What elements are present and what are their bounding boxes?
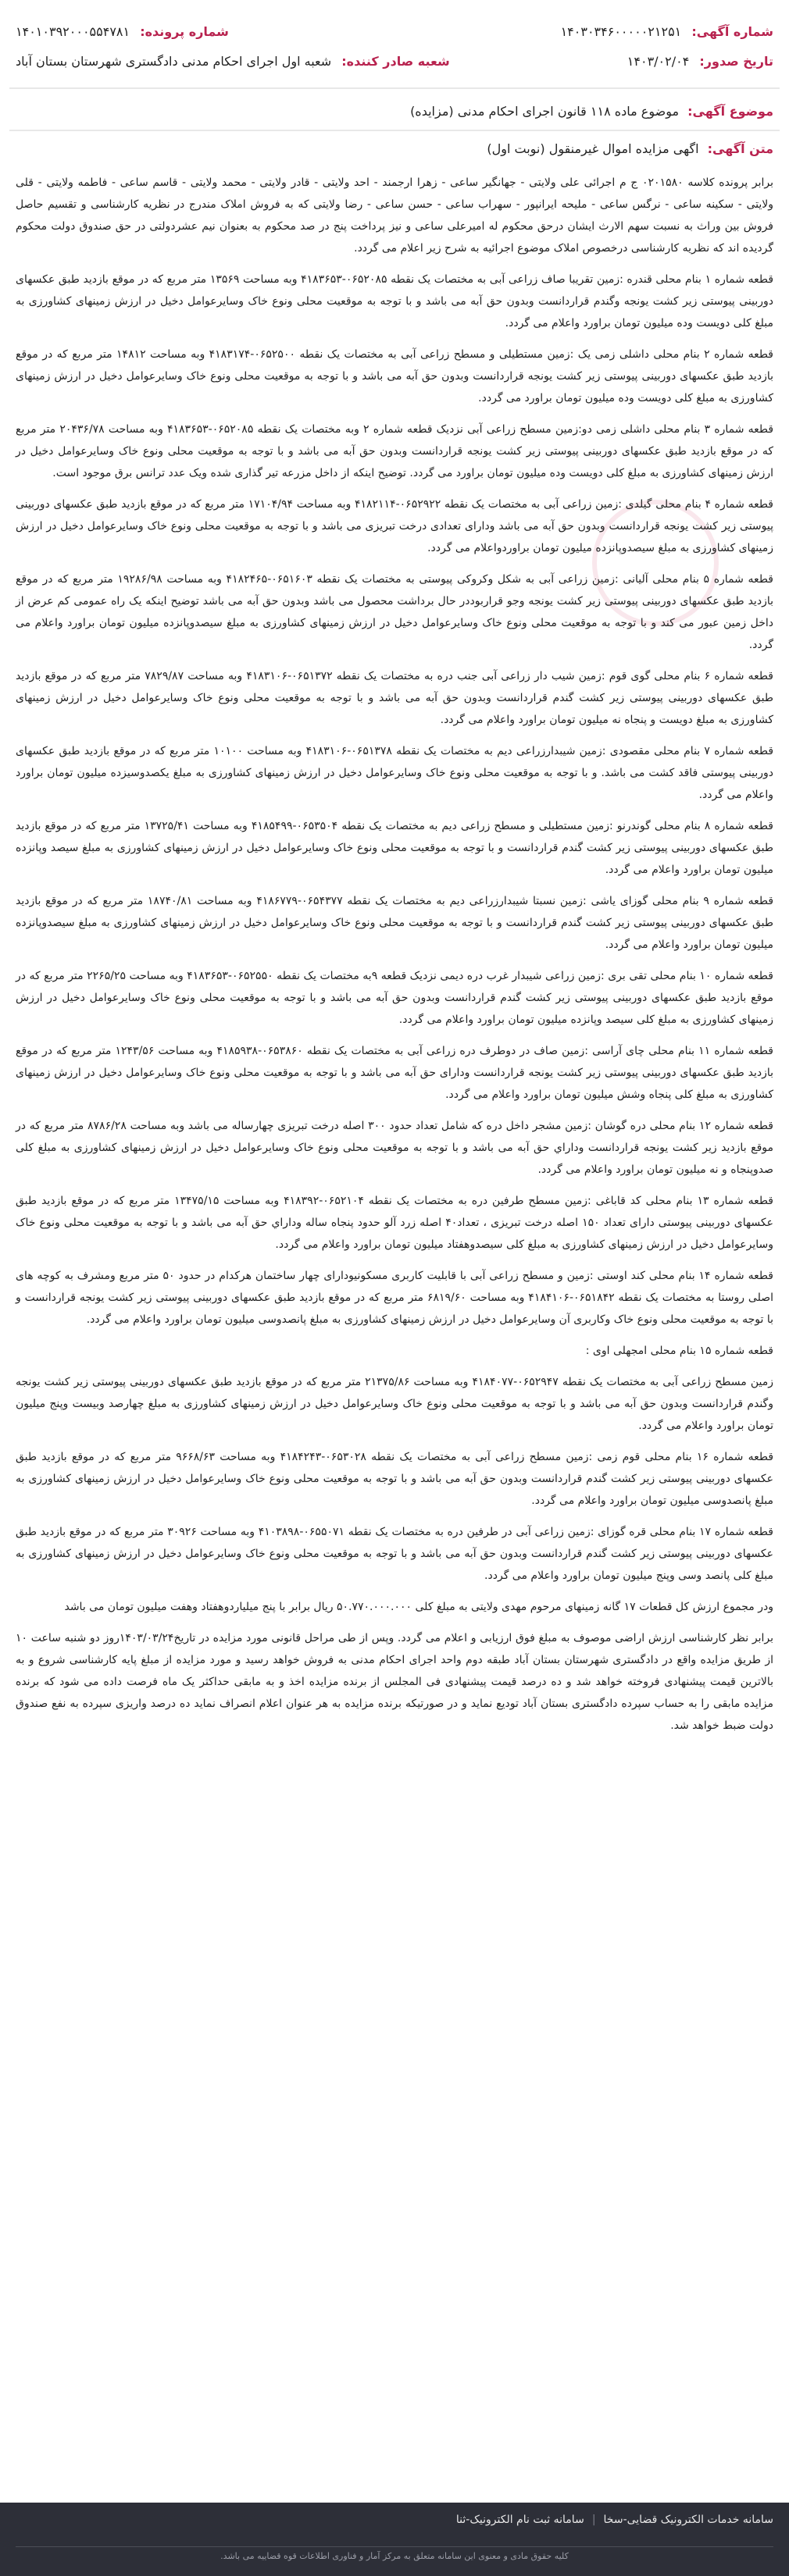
issuing-branch [16,47,450,77]
parcel-15-details: زمین مسطح زراعی آبی به مختصات یک نقطه ۰۶۵۲۹۴۷-۴۱۸۴۰۷۷ وبه مساحت ۲۱۳۷۵/۸۶ متر مربع که در موقع بازدید طبق عکسهای دوربینی پیوستی زیر کشت یونجه وگندم قراردانست وبدون حق آبه می باشد و با توجه به موقعیت محلی ونوع خاک وسایرعوامل دخیل در ارزش زمینهای کشاورزی به مبلغ چهارصد وبیست وپنج میلیون تومان براورد واعلام می گردد. [16,1376,773,1432]
header-row-1 [16,17,773,47]
auction-terms-paragraph: برابر نظر کارشناسی ارزش اراضی موصوف به مبلغ فوق ارزیابی و اعلام می گردد. وپس از طی مراحل قانونی مورد مزایده در تاریخ۱۴۰۳/۰۳/۲۴روز دو شنبه ساعت ۱۰ از طریق مزایده واقع در دادگستری شهرستان بستان آباد طبقه دوم واحد اجرای احکام مدنی به فروش خواهد رسید و مورد مزایده از مبلغ پایه کارشناسی شروع و به بالاترین قیمت پیشنهادی فروخته خواهد شد و ده درصد قیمت پیشنهادی فی المجلس از برنده مزایده اخذ و به مابقی حداکثر یک ماه فرصت داده می شود که برنده مزایده مابقی را به حساب سپرده دادگستری بستان آباد تودیع نماید و در صورتیکه برنده مزایده به هر عنوان اعلام انصراف نماید ده درصد واریزی سپرده به نفع صندوق دولت ضبط خواهد شد. [16,1632,773,1732]
parcel-3: قطعه شماره ۳ بنام محلی داشلی زمی دو:زمین مسطح زراعی آبی نزدیک قطعه شماره ۲ وبه مختصات یک نقطه ۰۶۵۲۰۸۵-۴۱۸۳۶۵۳ وبه مساحت ۲۰۴۳۶/۷۸ متر مربع که در موقع بازدید طبق عکسهای دوربینی پیوستی زیر کشت یونجه قراردانست وبدون حق آبه می باشد و با توجه به موقعیت محلی ونوع خاک وسایرعوامل دخیل در ارزش زمینهای کشاورزی به مبلغ کلی دویست وده میلیون تومان براورد می گردد. توضیح اینکه از داخل مزرعه تیر گذاری شده ویک عدد ترانس برق موجود است. [16,423,774,479]
issue-date [627,47,773,77]
parcel-8: قطعه شماره ۸ بنام محلی گوندرنو :زمین مستطیلی و مسطح زراعی دیم به مختصات یک نقطه ۰۶۵۳۵۰۴-۴۱۸۵۴۹۹ وبه مساحت ۱۳۷۲۵/۴۱ متر مربع که در موقع بازدید طبق عکسهای دوربینی پیوستی زیر کشت گندم قراردانست و با توجه به موقعیت محلی ونوع خاک وسایرعوامل دخیل در ارزش زمینهای کشاورزی به مبلغ سیصد وپانزده میلیون تومان براورد واعلام می گردد. [16,820,773,876]
footer-divider [16,2546,773,2547]
parcel-6: قطعه شماره ۶ بنام محلی گوی قوم :زمین شیب دار زراعی آبی جنب دره به مختصات یک نقطه ۰۶۵۱۳۷۲-۴۱۸۳۱۰۶ وبه مساحت ۷۸۲۹/۸۷ متر مربع که در موقع بازدید طبق عکسهای دوربینی پیوستی زیر کشت گندم قراردانست وبدون حق آبه می باشد و با توجه به موقعیت محلی ونوع خاک وسایرعوامل دخیل در ارزش زمینهای کشاورزی به مبلغ دویست و پنجاه نه میلیون تومان براورد واعلام می گردد. [16,670,773,726]
ad-number-label: شماره آگهی: [691,24,773,39]
ad-number-value: ۱۴۰۳۰۳۴۶۰۰۰۰۰۲۱۲۵۱ [560,24,682,39]
ad-header [16,17,773,80]
parcel-2: قطعه شماره ۲ بنام محلی داشلی زمی یک :زمین مستطیلی و مسطح زراعی آبی به مختصات یک نقطه ۰۶۵۲۵۰۰-۴۱۸۳۱۷۴ وبه مساحت ۱۴۸۱۲ متر مربع که در موقع بازدید طبق عکسهای دوربینی پیوستی زیر کشت یونجه قراردانست وبدون حق آبه می باشد و با توجه به موقعیت محلی ونوع خاک وسایرعوامل دخیل در ارزش زمینهای کشاورزی به مبلغ کلی دویست وده میلیون تومان براورد می گردد. [16,348,774,404]
parcel-5: قطعه شماره ۵ بنام محلی آلیانی :زمین زراعی آبی به شکل وکروکی پیوستی به مختصات یک نقطه ۰۶۵۱۶۰۳-۴۱۸۲۴۶۵ وبه مساحت ۱۹۲۸۶/۹۸ متر مربع که در موقع بازدید طبق عکسهای دوربینی پیوستی زیر کشت یونجه وجو قراربوددر حال برداشت محصول می باشد وبدون حق آبه می باشد توضیح اینکه یک راه عمومی کم عرض از داخل زمین عبور می کند و با توجه به موقعیت محلی ونوع خاک وسایرعوامل دخیل در ارزش زمینهای کشاورزی به مبلغ سیصدوپانزده میلیون تومان براورد واعلام می گردد. [16,573,773,651]
subject-text: موضوع ماده ۱۱۸ قانون اجرای احکام مدنی (مزایده) [410,104,680,119]
ad-title [16,134,773,164]
parcel-16: قطعه شماره ۱۶ بنام محلی قوم زمی :زمین مسطح زراعی آبی به مختصات یک نقطه ۰۶۵۳۰۲۸-۴۱۸۴۲۴۳ وبه مساحت ۹۶۶۸/۶۳ متر مربع که در موقع بازدید طبق عکسهای دوربینی پیوستی زیر کشت گندم قراردانست وبدون حق آبه می باشد و با توجه به موقعیت محلی ونوع خاک وسایرعوامل دخیل در ارزش زمینهای کشاورزی به مبلغ پانصدوسی میلیون تومان براورد واعلام می گردد. [16,1451,774,1507]
parcel-4: قطعه شماره ۴ بنام محلی گیلدی :زمین زراعی آبی به مختصات یک نقطه ۰۶۵۲۹۲۲-۴۱۸۲۱۱۴ وبه مساحت ۱۷۱۰۴/۹۴ متر مربع که در موقع بازدید طبق عکسهای دوربینی پیوستی زیر کشت یونجه قراردانست وبدون حق آبه می باشد ودارای تعدادی درخت تبریزی می باشد و با توجه به موقعیت محلی ونوع خاک وسایرعوامل دخیل در ارزش زمینهای کشاورزی به مبلغ سیصدوپانزده میلیون تومان براوردواعلام می گردد. [16,498,773,554]
ad-body [16,172,773,1746]
parcel-14: قطعه شماره ۱۴ بنام محلی کند اوستی :زمین و مسطح زراعی آبی با قابلیت کاربری مسکونیودارای چهار ساختمان هرکدام در حدود ۵۰ متر مربع ومشرف به کوچه های اصلی روستا به مختصات یک نقطه ۰۶۵۱۸۴۲-۴۱۸۴۱۰۶ وبه مساحت ۶۸۱۹/۶۰ متر مربع که در موقع بازدید طبق عکسهای دوربینی پیوستی زیر کشت یونجه قراردانست و با توجه به موقعیت محلی ونوع خاک وکاربری آن وسایرعوامل دخیل در ارزش زمینهای کشاورزی به مبلغ پانصدوسی میلیون تومان براورد واعلام می گردد. [16,1270,774,1326]
footer-copyright: کلیه حقوق مادی و معنوی این سامانه متعلق به مرکز آمار و فناوری اطلاعات قوه قضاییه می باشد. [220,2551,569,2561]
ad-subject [16,97,773,126]
parcel-15-heading: قطعه شماره ۱۵ بنام محلی امجهلی اوی : [585,1345,773,1357]
ad-title-text: اگهی مزایده اموال غیرمنقول (نوبت اول) [487,141,699,156]
footer-link-sakha[interactable]: سامانه خدمات الکترونیک قضایی-سخا [603,2514,773,2526]
issue-date-label: تاریخ صدور: [699,54,773,69]
case-number-label: شماره پرونده: [140,24,229,39]
parcel-12: قطعه شماره ۱۲ بنام محلی دره گوشان :زمین مشجر داخل دره که شامل تعداد حدود ۳۰۰ اصله درخت تبریزی چهارساله می باشد وبه مساحت ۸۷۸۶/۲۸ متر مربع که در موقع بازدید زیر کشت یونجه قراردانست وداراي حق آبه می باشد و با توجه به موقعیت محلی ونوع خاک وسایرعوامل دخیل در ارزش زمینهای کشاورزی به مبلغ کلی صدوپنجاه و نه میلیون تومان براورد واعلام می گردد. [16,1120,774,1176]
parcel-10: قطعه شماره ۱۰ بنام محلی تقی بری :زمین زراعی شیبدار غرب دره دیمی نزدیک قطعه ۹به مختصات یک نقطه ۰۶۵۲۵۵۰-۴۱۸۳۶۵۳ وبه مساحت ۲۲۶۵/۲۵ متر مربع که در موقع بازدید طبق عکسهای دوربینی پیوستی زیر کشت گندم قراردانست وبدون حق آبه می باشد و با توجه به موقعیت محلی ونوع خاک وسایرعوامل دخیل در ارزش زمینهای کشاورزی به مبلغ کلی سیصد وپانزده میلیون تومان براورد واعلام می گردد. [16,970,773,1026]
branch-label: شعبه صادر کننده: [341,54,450,69]
parcel-11: قطعه شماره ۱۱ بنام محلی چای آراسی :زمین صاف در دوطرف دره زراعی آبی به مختصات یک نقطه ۰۶۵۳۸۶۰-۴۱۸۵۹۳۸ وبه مساحت ۱۲۴۳/۵۶ متر مربع که در موقع بازدید طبق عکسهای دوربینی پیوستی زیر کشت یونجه قراردانست ودارای حق آبه می باشد و با توجه به موقعیت محلی ونوع خاک وسایرعوامل دخیل در ارزش زمینهای کشاورزی به مبلغ کلی پنجاه وشش میلیون تومان براورد واعلام می گردد. [16,1045,773,1101]
case-number-value: ۱۴۰۱۰۳۹۲۰۰۰۵۵۴۷۸۱ [16,24,130,39]
ad-title-label: متن آگهی: [707,141,773,156]
parcel-7: قطعه شماره ۷ بنام محلی مقصودی :زمین شیبدارزراعی دیم به مختصات یک نقطه ۰۶۵۱۳۷۸-۴۱۸۳۱۰۶ وبه مساحت ۱۰۱۰۰ متر مربع که در موقع بازدید طبق عکسهای دوربینی پیوستی فاقد کشت می باشد. و با توجه به موقعیت محلی ونوع خاک وسایرعوامل دخیل در ارزش زمینهای کشاورزی به مبلغ یکصدوسیزده میلیون تومان براورد واعلام می گردد. [16,745,774,801]
parcel-17: قطعه شماره ۱۷ بنام محلی قره گوزای :زمین زراعی آبی در طرفین دره به مختصات یک نقطه ۰۶۵۵۰۷۱-۴۱۰۳۸۹۸ وبه مساحت ۳۰۹۲۶ متر مربع که در موقع بازدید طبق عکسهای دوربینی پیوستی زیر کشت گندم قراردانست وبدون حق آبه می باشد و با توجه به موقعیت محلی ونوع خاک وسایرعوامل دخیل در ارزش زمینهای کشاورزی به مبلغ کلی پانصد وسی وپنج میلیون تومان براورد واعلام می گردد. [16,1526,773,1582]
header-row-2 [16,47,773,77]
parcel-1: قطعه شماره ۱ بنام محلی قندره :زمین تقریبا صاف زراعی آبی به مختصات یک نقطه ۰۶۵۲۰۸۵-۴۱۸۳۶۵۳ وبه مساحت ۱۳۵۶۹ متر مربع که در موقع بازدید طبق عکسهای دوربینی پیوستی زیر کشت یونجه وگندم قراردانست وبدون حق آبه می باشد و با توجه به موقعیت محلی ونوع خاک وسایرعوامل دخیل در ارزش زمینهای کشاورزی به مبلغ کلی دویست وده میلیون تومان براورد واعلام می گردد. [16,273,774,330]
parcel-9: قطعه شماره ۹ بنام محلی گوزای یاشی :زمین نسبتا شیبدارزراعی دیم به مختصات یک نقطه ۰۶۵۴۳۷۷-۴۱۸۶۷۷۹ وبه مساحت ۱۸۷۴۰/۸۱ متر مربع که در موقع بازدید طبق عکسهای دوربینی پیوستی زیر کشت گندم قراردانست و با توجه به موقعیت محلی ونوع خاک وسایرعوامل دخیل در ارزش زمینهای کشاورزی به مبلغ سیصدوپانزده میلیون تومان براورد واعلام می گردد. [16,895,774,951]
divider-top [9,87,780,89]
intro-paragraph: برابر پرونده کلاسه ۰۲۰۱۵۸۰ ج م اجرائی علی ولایتی - جهانگیر ساعی - زهرا ارجمند - احد ولایتی - قادر ولایتی - محمد ولایتی - قاسم ساعی - فاطمه ولایتی - قلی ولایتی - سکینه ساعی - نرگس ساعی - ملیحه ایرانپور - سهراب ساعی - حسن ساعی - رضا ولایتی که به فروش املاک مندرج در نظریه کارشناسی و تقسیم حاصل فروش بین وراث به نسبت سهم الارث ایشان درحق محکوم له امیرعلی ساعی و نیز پرداخت پنج در صد محکوم به بعنوان نیم عشردولتی در حق صندوق دولت محکوم گردیده اند که نظریه کارشناسی درخصوص املاک موضوع اجرائیه به شرح زیر اعلام می گردد. [16,176,773,255]
divider-middle [9,130,780,131]
total-value-paragraph: ودر مجموع ارزش کل قطعات ۱۷ گانه زمینهای مرحوم مهدی ولایتی به مبلغ کلی ۵۰.۷۷۰.۰۰۰.۰۰۰ ریال برابر با پنج میلیاردوهفتاد وهفت میلیون تومان می باشد [64,1601,773,1613]
site-footer [0,2503,789,2576]
subject-label: موضوع آگهی: [687,104,773,119]
branch-value: شعبه اول اجرای احکام مدنی دادگستری شهرستان بستان آباد [16,54,332,69]
footer-link-sana[interactable]: سامانه ثبت نام الکترونیک-ثنا [455,2514,584,2526]
ad-number [561,17,773,47]
footer-separator: | [591,2514,596,2526]
parcel-13: قطعه شماره ۱۳ بنام محلی کد قاباغی :زمین مسطح طرفین دره به مختصات یک نقطه ۰۶۵۲۱۰۴-۴۱۸۳۹۲ وبه مساحت ۱۳۴۷۵/۱۵ متر مربع که در موقع بازدید طبق عکسهای دوربینی پیوستی دارای تعداد ۱۵۰ اصله درخت تبریزی ، تعداد۴۰ اصله زرد آلو حدود پنجاه ساله وداراي حق آبه می باشد و با توجه به موقعیت محلی ونوع خاک وسایرعوامل دخیل در ارزش زمینهای کشاورزی به مبلغ کلی سیصدوهفتاد میلیون تومان براورد واعلام می گردد. [16,1195,774,1251]
issue-date-value: ۱۴۰۳/۰۲/۰۴ [627,54,690,69]
case-number [16,17,229,47]
footer-links [456,2514,773,2526]
